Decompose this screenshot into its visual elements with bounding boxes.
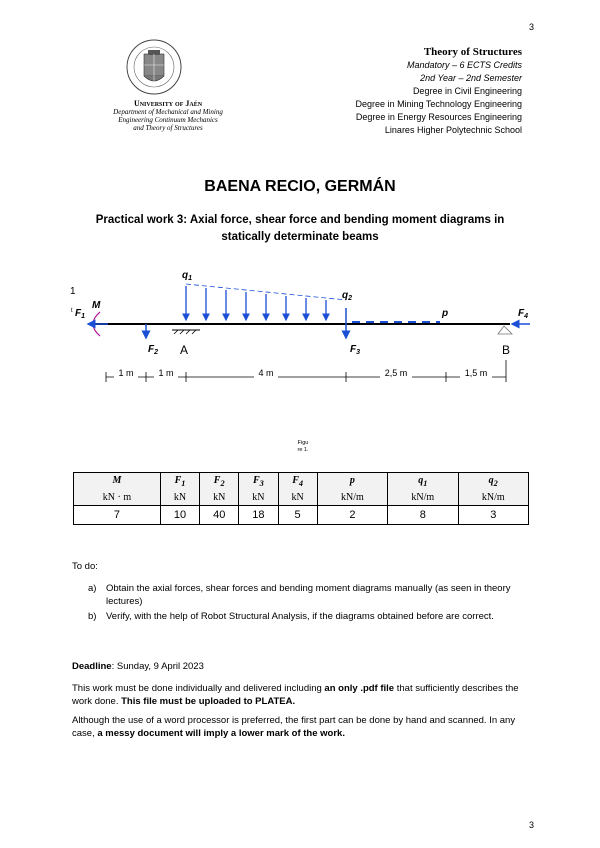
unit-cell: kN · m (74, 489, 161, 506)
todo-label: To do: (72, 561, 98, 572)
unit-cell: kN/m (388, 489, 458, 506)
moment-label: M (92, 300, 101, 311)
figure-caption-line-1: Figu (297, 440, 309, 446)
header-cell: $F_3$ (239, 473, 278, 490)
table-header-row (74, 473, 529, 490)
school-name: Linares Higher Polytechnic School (384, 125, 522, 135)
university-name: University of Jaén (133, 99, 203, 108)
load-q2-label: $q_2$ (342, 290, 353, 302)
degree-3: Degree in Energy Resources Engineering (355, 112, 522, 122)
header-cell: M (74, 473, 161, 490)
value-cell: 40 (200, 506, 239, 525)
load-q1-label: $q_1$ (182, 270, 193, 282)
force-f2-label: $F_2$ (148, 344, 159, 356)
header-cell: $q_1$ (388, 473, 458, 490)
deadline-label: Deadline (72, 661, 112, 672)
page-number-bottom: 3 (528, 820, 534, 830)
course-info (282, 46, 522, 137)
table-values-row (74, 506, 529, 525)
task-b-text: Verify, with the help of Robot Structural Analysis, if the diagrams obtained before are correct. (106, 611, 494, 622)
course-year: 2nd Year – 2nd Semester (420, 73, 522, 83)
unit-cell: kN (239, 489, 278, 506)
dim-1: 1 m (118, 368, 134, 378)
table-units-row (74, 489, 529, 506)
paragraph-submission: This work must be done individually and delivered including an only .pdf file that sufficiently describes the work done. This file must be uploaded to PLATEA. (72, 683, 519, 707)
task-a-text: Obtain the axial forces, shear forces and bending moment diagrams manually (as seen in theory lectures) (106, 583, 511, 607)
deadline-value: : Sunday, 9 April 2023 (111, 661, 204, 672)
task-b-label: b) (88, 611, 97, 622)
distributed-load-arrows (186, 286, 326, 320)
unit-cell: kN (200, 489, 239, 506)
page-number-top: 3 (528, 22, 534, 32)
support-b-label: B (502, 343, 511, 357)
unit-cell: kN/m (317, 489, 387, 506)
university-seal-logo (118, 38, 190, 96)
dim-2: 1 m (158, 368, 174, 378)
dim-3: 4 m (258, 368, 274, 378)
author-name: BAENA RECIO, GERMÁN (204, 178, 396, 195)
dim-5: 1,5 m (464, 368, 488, 378)
department-line-3: and Theory of Structures (133, 124, 203, 132)
figure-caption-line-2: re 1. (297, 447, 309, 453)
value-cell: 8 (388, 506, 458, 525)
degree-2: Degree in Mining Technology Engineering (355, 99, 522, 109)
data-table (73, 472, 529, 525)
unit-cell: kN (278, 489, 317, 506)
value-cell: 18 (239, 506, 278, 525)
stray-mark-2: t (71, 308, 73, 314)
value-cell: 10 (160, 506, 199, 525)
header-cell: $F_4$ (278, 473, 317, 490)
force-f3-label: $F_3$ (350, 344, 361, 356)
unit-cell: kN/m (458, 489, 528, 506)
work-title (70, 212, 530, 246)
dim-4: 2,5 m (384, 368, 408, 378)
value-cell: 2 (317, 506, 387, 525)
course-credits: Mandatory – 6 ECTS Credits (406, 60, 522, 70)
value-cell: 3 (458, 506, 528, 525)
support-b (498, 326, 512, 334)
header-cell: $q_2$ (458, 473, 528, 490)
deadline (72, 660, 532, 673)
department-line-1: Department of Mechanical and Mining (113, 108, 223, 116)
value-cell: 7 (74, 506, 161, 525)
value-cell: 5 (278, 506, 317, 525)
force-f4-label: $F_4$ (518, 308, 529, 320)
stray-mark-1: 1 (70, 286, 76, 297)
department-line-2: Engineering Continuum Mechanics (118, 116, 218, 124)
header-cell: $F_1$ (160, 473, 199, 490)
unit-cell: kN (160, 489, 199, 506)
task-a (88, 582, 546, 608)
paragraph-format: Although the use of a word processor is preferred, the first part can be done by hand and scanned. In any case, a messy document will imply a lower mark of the work. (72, 715, 516, 739)
task-b (88, 610, 546, 623)
header-cell: $F_2$ (200, 473, 239, 490)
force-f1-label: $F_1$ (75, 308, 86, 320)
beam-diagram (0, 260, 600, 440)
work-title-line-2: statically determinate beams (221, 231, 379, 243)
task-a-label: a) (88, 583, 97, 594)
university-block (88, 100, 248, 132)
support-a-label: A (180, 343, 189, 357)
figure-caption (290, 440, 316, 454)
load-p-label: p (442, 308, 449, 319)
course-title: Theory of Structures (423, 46, 522, 58)
header-cell: p (317, 473, 387, 490)
degree-1: Degree in Civil Engineering (412, 86, 522, 96)
work-title-line-1: Practical work 3: Axial force, shear force and bending moment diagrams in (95, 214, 505, 226)
